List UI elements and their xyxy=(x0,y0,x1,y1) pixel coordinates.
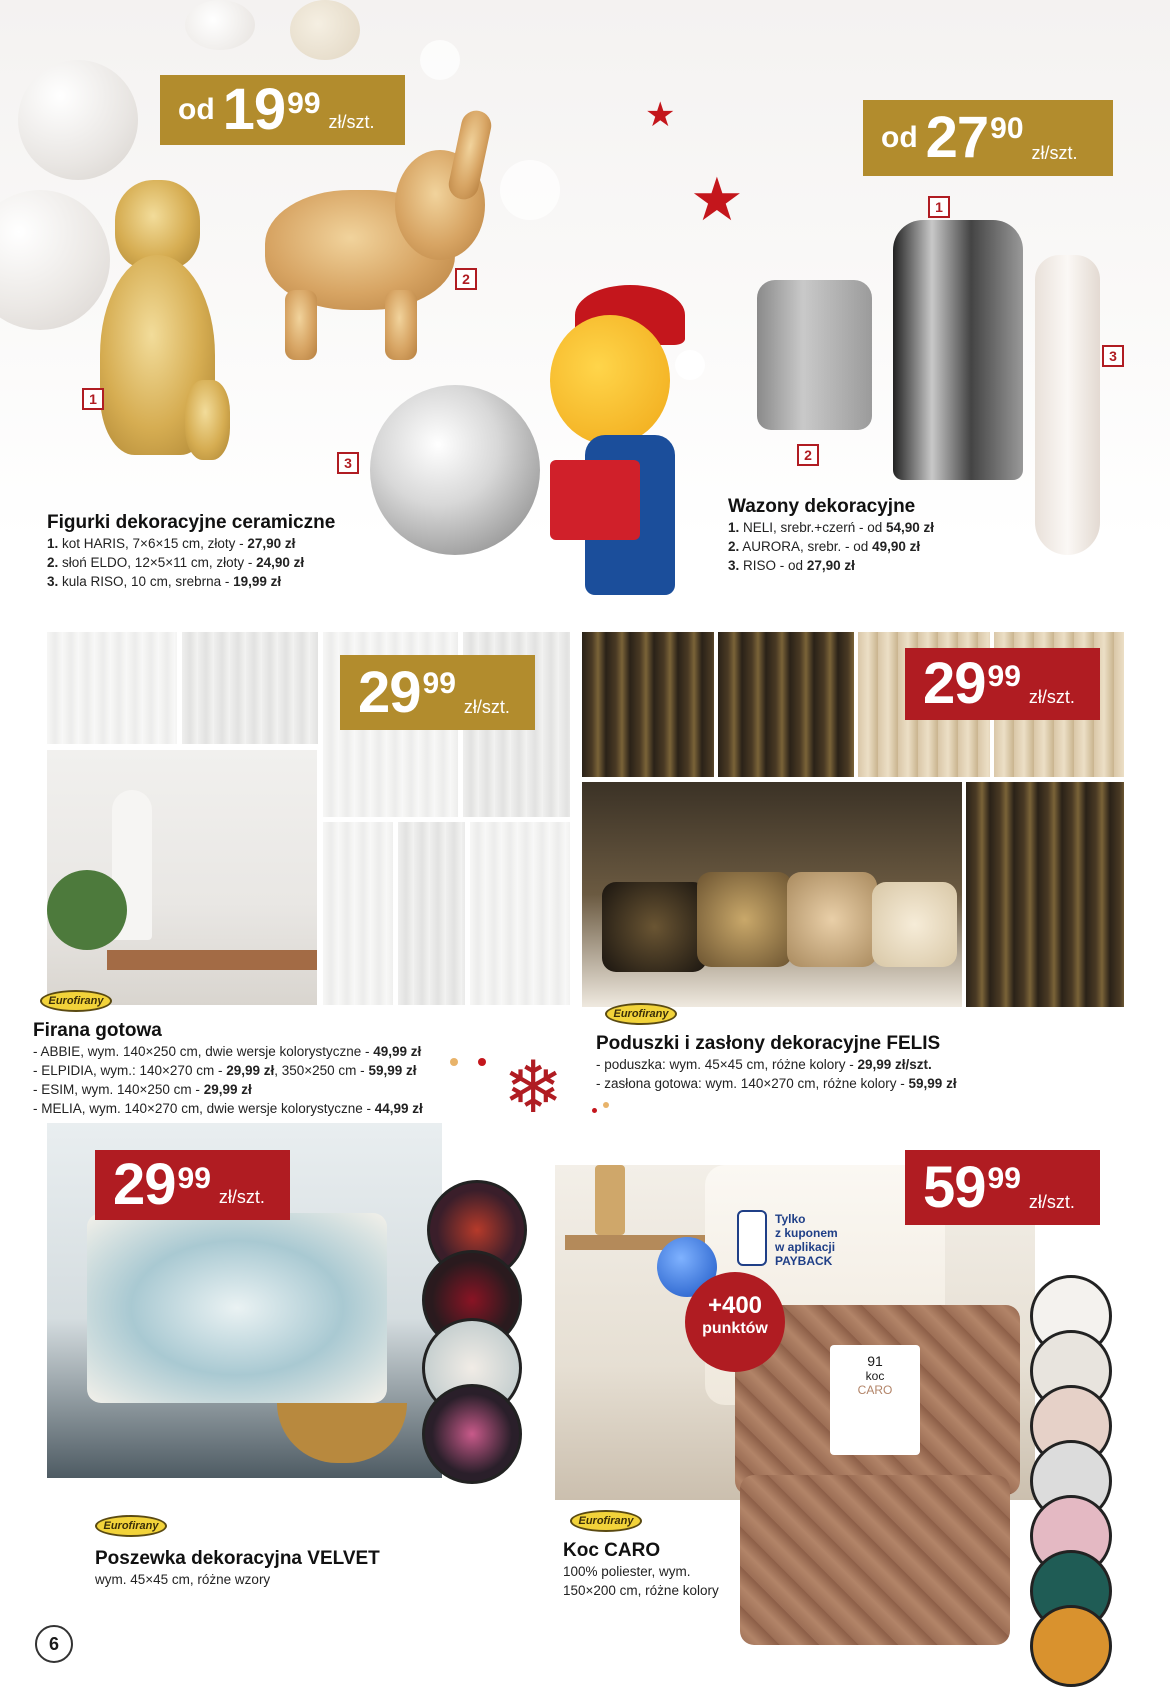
decorative-dot xyxy=(592,1108,597,1113)
product-line: 100% poliester, wym. xyxy=(563,1564,691,1579)
product-line: - ELPIDIA, wym.: 140×270 cm - 29,99 zł, 350×250 cm - 59,99 zł xyxy=(33,1063,417,1078)
number-badge: 3 xyxy=(337,452,359,474)
star-decoration: ★ xyxy=(690,166,744,233)
eurofirany-logo: Eurofirany xyxy=(40,990,112,1012)
elephant-figurine-image xyxy=(245,110,525,365)
product-title: Poduszki i zasłony dekoracyjne FELIS xyxy=(596,1033,941,1054)
product-line: - ABBIE, wym. 140×250 cm, dwie wersje kolorystyczne - 49,99 zł xyxy=(33,1044,422,1059)
product-title: Poszewka dekoracyjna VELVET xyxy=(95,1548,380,1569)
christmas-bauble xyxy=(18,60,138,180)
figurki-description xyxy=(47,512,377,591)
number-badge: 2 xyxy=(455,268,477,290)
felis-curtain-photo xyxy=(582,632,714,777)
price-tag-wazony: od 27 90 zł/szt. xyxy=(863,100,1113,176)
price-tag-firana: 29 99 zł/szt. xyxy=(340,655,535,730)
product-line: 3. kula RISO, 10 cm, srebrna - 19,99 zł xyxy=(47,574,282,589)
phone-icon xyxy=(737,1210,767,1266)
number-badge: 1 xyxy=(928,196,950,218)
vase-riso-image xyxy=(1035,255,1100,555)
curtain-photo xyxy=(470,822,570,1005)
curtain-photo xyxy=(323,822,393,1005)
number-badge: 1 xyxy=(82,388,104,410)
number-badge: 2 xyxy=(797,444,819,466)
koc-color-swatch xyxy=(1030,1605,1112,1687)
pillow xyxy=(787,872,877,967)
product-line: - MELIA, wym. 140×270 cm, dwie wersje kolorystyczne - 44,99 zł xyxy=(33,1101,423,1116)
plant xyxy=(47,870,127,950)
decorative-dot xyxy=(603,1102,609,1108)
felis-pillows-stack-photo xyxy=(966,782,1124,1007)
wooden-bowl xyxy=(277,1403,407,1463)
table xyxy=(107,950,317,970)
eurofirany-logo: Eurofirany xyxy=(570,1510,642,1532)
curtain-photo xyxy=(398,822,465,1005)
koc-blanket-folded xyxy=(740,1475,1010,1645)
felis-room-photo xyxy=(582,782,962,1007)
price-tag-figurki: od 19 99 zł/szt. xyxy=(160,75,405,145)
product-title: Koc CARO xyxy=(563,1540,661,1561)
silver-ball-image xyxy=(370,385,540,555)
product-line: 2. AURORA, srebr. - od 49,90 zł xyxy=(728,539,921,554)
decorative-dot xyxy=(478,1058,486,1066)
room-curtain-photo xyxy=(47,750,317,1005)
number-badge: 3 xyxy=(1102,345,1124,367)
product-line: wym. 45×45 cm, różne wzory xyxy=(95,1572,271,1587)
product-line: 1. kot HARIS, 7×6×15 cm, złoty - 27,90 zł xyxy=(47,536,296,551)
felis-description xyxy=(596,1033,1116,1093)
product-title: Wazony dekoracyjne xyxy=(728,496,916,517)
product-line: - zasłona gotowa: wym. 140×270 cm, różne kolory - 59,99 zł xyxy=(596,1076,957,1091)
product-title: Figurki dekoracyjne ceramiczne xyxy=(47,512,336,533)
product-line: 150×200 cm, różne kolory xyxy=(563,1583,719,1598)
vase-aurora-image xyxy=(757,280,872,430)
eurofirany-logo: Eurofirany xyxy=(605,1003,677,1025)
velvet-pillow xyxy=(87,1213,387,1403)
pillow xyxy=(872,882,957,967)
felis-curtain-photo xyxy=(718,632,854,777)
product-title: Firana gotowa xyxy=(33,1020,162,1041)
wazony-description xyxy=(728,496,1028,575)
page-number: 6 xyxy=(35,1625,73,1663)
ant-mascot-image xyxy=(545,275,705,595)
cat-figurine-image xyxy=(95,180,230,470)
product-line: 2. słoń ELDO, 12×5×11 cm, złoty - 24,90 zł xyxy=(47,555,305,570)
payback-note: Tylko z kuponem w aplikacji PAYBACK xyxy=(775,1212,838,1268)
price-tag-velvet: 29 99 zł/szt. xyxy=(95,1150,290,1220)
firana-description xyxy=(33,1020,473,1118)
christmas-bauble xyxy=(185,0,255,50)
pillow xyxy=(602,882,707,972)
blanket-label: 91 koc CARO xyxy=(830,1345,920,1455)
curtain-photo xyxy=(182,632,318,744)
vase-neli-image xyxy=(893,220,1023,480)
curtain-photo xyxy=(47,632,177,744)
snowflake-icon: ❄ xyxy=(503,1048,564,1128)
product-line: - ESIM, wym. 140×250 cm - 29,99 zł xyxy=(33,1082,252,1097)
price-tag-koc: 59 99 zł/szt. xyxy=(905,1150,1100,1225)
velvet-pattern-swatch xyxy=(422,1384,522,1484)
diffuser xyxy=(595,1165,625,1235)
koc-description xyxy=(563,1540,763,1600)
product-line: 1. NELI, srebr.+czerń - od 54,90 zł xyxy=(728,520,935,535)
christmas-bauble xyxy=(290,0,360,60)
velvet-description xyxy=(95,1548,495,1589)
product-line: 3. RISO - od 27,90 zł xyxy=(728,558,855,573)
eurofirany-logo: Eurofirany xyxy=(95,1515,167,1537)
payback-points-badge: +400 punktów xyxy=(685,1272,785,1372)
star-decoration: ★ xyxy=(645,96,676,134)
decorative-dot xyxy=(450,1058,458,1066)
price-tag-felis: 29 99 zł/szt. xyxy=(905,648,1100,720)
product-line: - poduszka: wym. 45×45 cm, różne kolory - 29,99 zł/szt. xyxy=(596,1057,932,1072)
bokeh-light xyxy=(420,40,460,80)
pillow xyxy=(697,872,792,967)
